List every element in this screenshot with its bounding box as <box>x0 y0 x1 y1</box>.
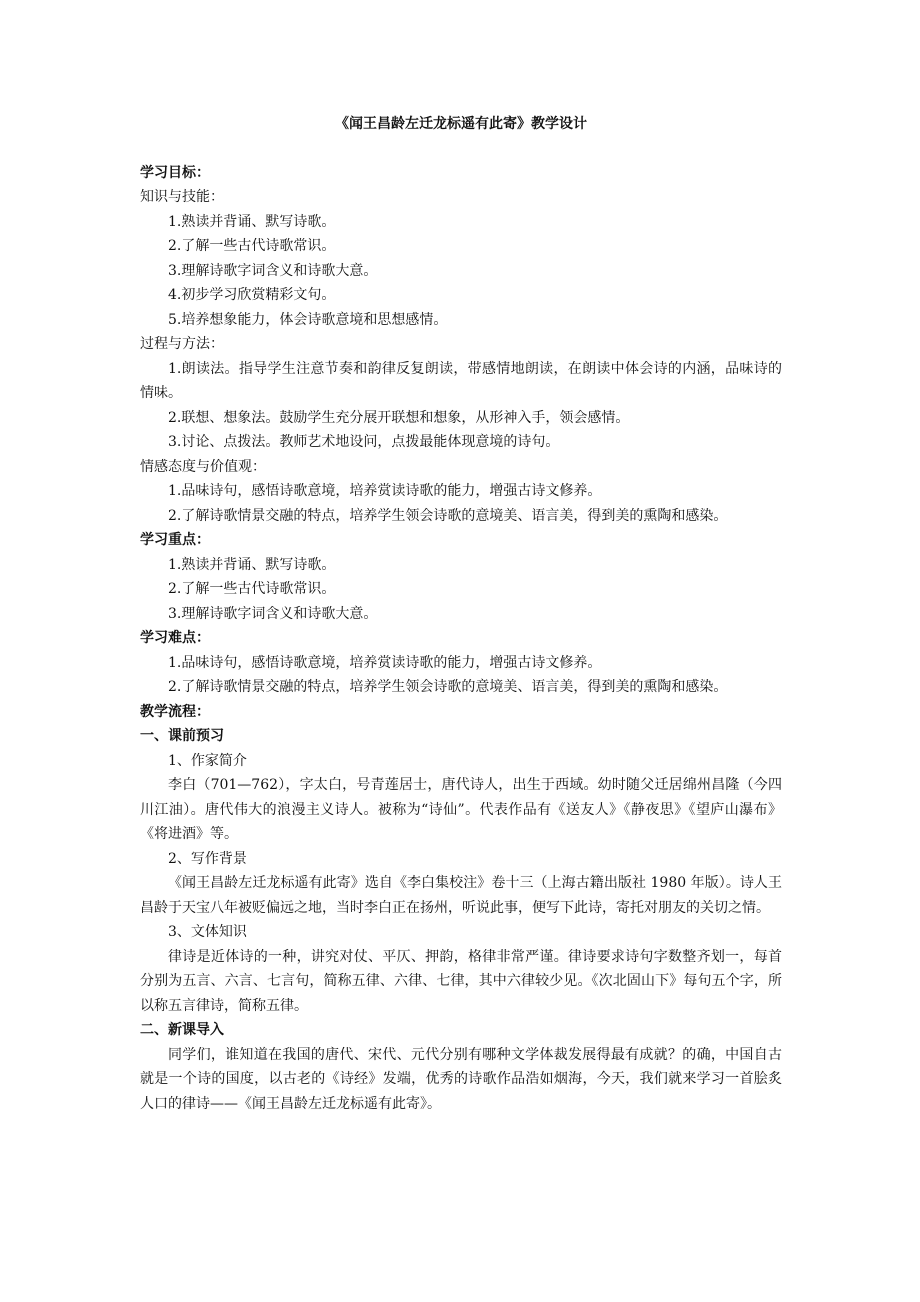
knowledge-item: 4.初步学习欣赏精彩文句。 <box>168 287 336 303</box>
goals-heading: 学习目标： <box>140 164 210 181</box>
process-label: 过程与方法： <box>140 336 224 352</box>
key-point-item: 2.了解一些古代诗歌常识。 <box>168 581 336 597</box>
process-item: 2.联想、想象法。鼓励学生充分展开联想和想象，从形神入手，领会感情。 <box>168 409 630 426</box>
difficulty-item: 2.了解诗歌情景交融的特点，培养学生领会诗歌的意境美、语言美，得到美的熏陶和感染。 <box>168 679 728 695</box>
process-item: 3.讨论、点拨法。教师艺术地设问，点拨最能体现意境的诗句。 <box>168 434 560 450</box>
knowledge-item: 3.理解诗歌字词含义和诗歌大意。 <box>168 262 378 279</box>
emotion-item: 2.了解诗歌情景交融的特点，培养学生领会诗歌的意境美、语言美，得到美的熏陶和感染。 <box>168 507 728 524</box>
key-point-item: 1.熟读并背诵、默写诗歌。 <box>168 556 336 573</box>
genre-label: 3、文体知识 <box>168 924 247 940</box>
difficulties-heading: 学习难点： <box>140 630 210 646</box>
document-title: 《闻王昌龄左迁龙标遥有此寄》教学设计 <box>335 116 587 132</box>
emotion-label: 情感态度与价值观： <box>140 458 266 475</box>
background-label: 2、写作背景 <box>168 850 247 867</box>
background-text: 《闻王昌龄左迁龙标遥有此寄》选自《李白集校注》卷十三（上海古籍出版社 1980 年版）。诗人王昌龄于天宝八年被贬偏远之地，当时李白正在扬州，听说此事，便写下此诗，寄托对朋友的关切之情。 <box>140 875 782 916</box>
knowledge-item: 1.熟读并背诵、默写诗歌。 <box>168 213 336 230</box>
knowledge-item: 5.培养想象能力，体会诗歌意境和思想感情。 <box>168 311 448 328</box>
emotion-item: 1.品味诗句，感悟诗歌意境，培养赏读诗歌的能力，增强古诗文修养。 <box>168 483 602 499</box>
knowledge-label: 知识与技能： <box>140 189 224 205</box>
author-text: 李白（701—762），字太白，号青莲居士，唐代诗人，出生于西域。幼时随父迁居绵州昌隆（今四川江油）。唐代伟大的浪漫主义诗人。被称为“诗仙”。代表作品有《送友人》《静夜思》《望庐山瀑布》《将进酒》等。 <box>140 777 782 842</box>
process-item: 1.朗读法。指导学生注意节奏和韵律反复朗读，带感情地朗读，在朗读中体会诗的内涵，品味诗的情味。 <box>140 360 782 401</box>
intro-text: 同学们，谁知道在我国的唐代、宋代、元代分别有哪种文学体裁发展得最有成就？的确，中国自古就是一个诗的国度，以古老的《诗经》发端，优秀的诗歌作品浩如烟海，今天，我们就来学习一首脍炙人口的律诗——《闻王昌龄左迁龙标遥有此寄》。 <box>140 1046 782 1112</box>
intro-heading: 二、新课导入 <box>140 1022 224 1038</box>
document-page <box>140 112 782 1116</box>
key-points-heading: 学习重点： <box>140 532 210 548</box>
author-label: 1、作家简介 <box>168 752 247 769</box>
key-point-item: 3.理解诗歌字词含义和诗歌大意。 <box>168 605 378 622</box>
difficulty-item: 1.品味诗句，感悟诗歌意境，培养赏读诗歌的能力，增强古诗文修养。 <box>168 654 602 671</box>
genre-text: 律诗是近体诗的一种，讲究对仗、平仄、押韵，格律非常严谨。律诗要求诗句字数整齐划一，每首分别为五言、六言、七言句，简称五律、六律、七律，其中六律较少见。《次北固山下》每句五个字，所以称五言律诗，简称五律。 <box>140 948 782 1014</box>
knowledge-item: 2.了解一些古代诗歌常识。 <box>168 238 336 254</box>
flow-heading: 教学流程： <box>140 703 210 720</box>
preview-heading: 一、课前预习 <box>140 728 224 744</box>
